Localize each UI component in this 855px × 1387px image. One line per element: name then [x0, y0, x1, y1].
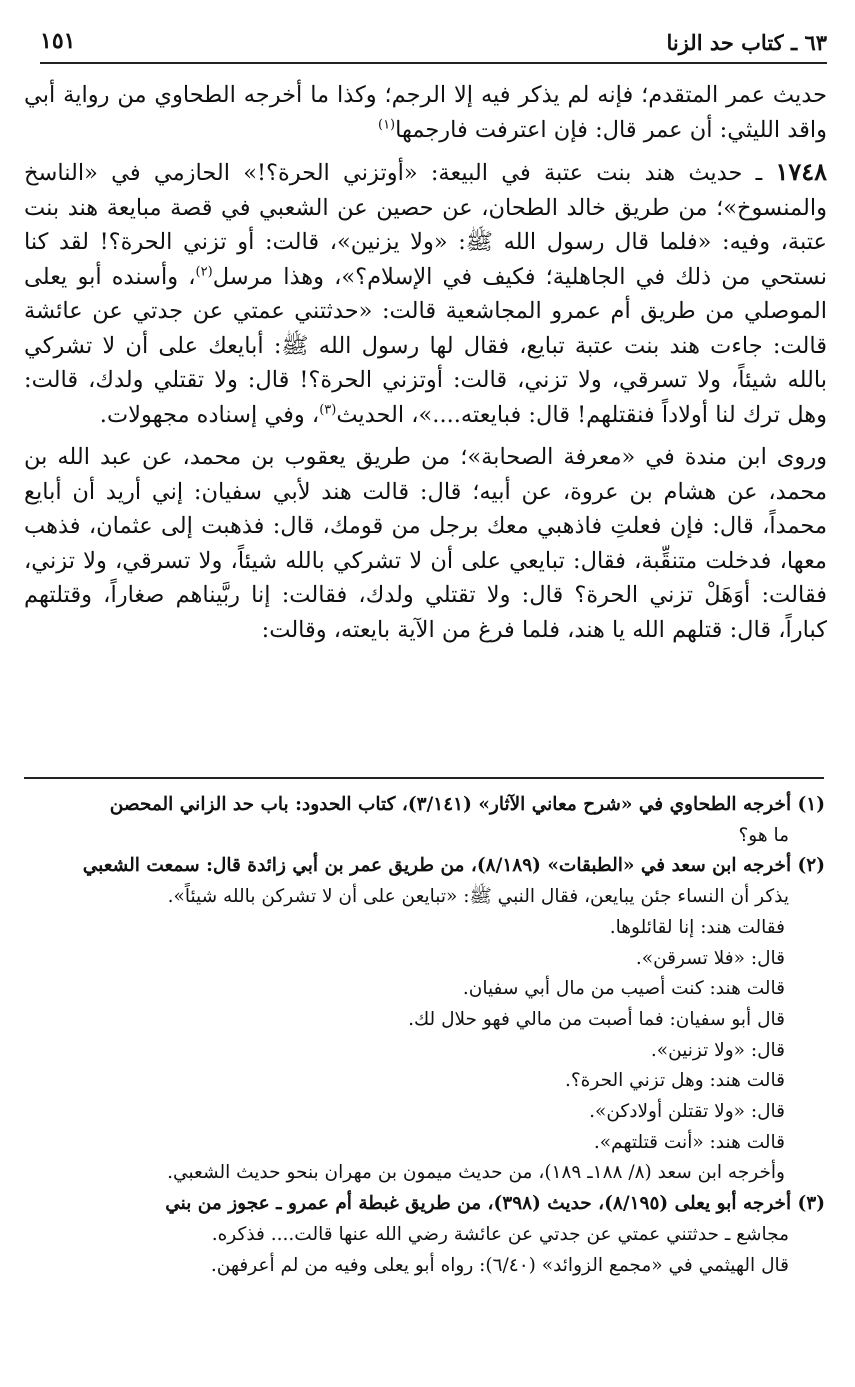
footnote-1-line: (١) أخرجه الطحاوي في «شرح معاني الآثار» (٣/١٤١)، كتاب الحدود: باب حد الزاني المحصن	[109, 794, 825, 815]
running-title: ٦٣ ـ كتاب حد الزنا	[666, 30, 827, 55]
page-number: ١٥١	[40, 28, 76, 54]
footnote-ref-3: (٣)	[319, 402, 337, 417]
footnote-2-extra: وأخرجه ابن سعد (٨/ ١٨٨ـ ١٨٩)، من حديث ميمون بن مهران بنحو حديث الشعبي.	[167, 1162, 785, 1184]
paragraph-1748-text-a: ـ حديث هند بنت عتبة في البيعة: «أوتزني الحرة؟!» الحازمي في «الناسخ والمنسوخ»؛ من طريق خالد الطحان، عن حصين عن الشعبي في قصة مبايعة هند بنت عتبة، وفيه: «فلما قال رسول الله ﷺ: «ولا يزنين»، قالت: أو تزني الحرة؟! لقد كنا نستحي من ذلك في الجاهلية؛ فكيف في الإسلام؟»، وهذا مرسل	[24, 160, 827, 290]
footnote-separator	[24, 777, 824, 779]
footnote-3-continuation: مجاشع ـ حدثتني عمتي عن جدتي عن عائشة رضي الله عنها قالت.... فذكره.	[211, 1223, 789, 1245]
footnote-2-dialogue-line: قالت هند: وهل تزني الحرة؟.	[564, 1070, 785, 1092]
footnote-3-extra: قال الهيثمي في «مجمع الزوائد» (٦/٤٠): رواه أبو يعلى وفيه من لم أعرفهن.	[210, 1254, 789, 1276]
paragraph-3	[24, 440, 827, 647]
main-text	[24, 78, 827, 655]
paragraph-3-text: وروى ابن مندة في «معرفة الصحابة»؛ من طريق يعقوب بن محمد، عن عبد الله بن محمد، عن هشام بن عروة، عن أبيه؛ قال: قالت هند لأبي سفيان: إني أريد أن أبايع محمداً، قال: فإن فعلتِ فاذهبي معك برجل من قومك، قال: فذهبت إلى عثمان، فذهب معها، فدخلت متنقِّبة، فقال: تبايعي على أن لا تشركي بالله شيئاً، ولا تسرقي، ولا تزني، فقالت: أوَهَلْ تزني الحرة؟ قال: ولا تقتلي ولدك، فقالت: إنا ربَّيناهم صغاراً، وقتلتهم كباراً، قال: قتلهم الله يا هند، فلما فرغ من الآية بايعته، وقالت:	[24, 444, 827, 643]
footnote-2-dialogue-line: قال أبو سفيان: فما أصبت من مالي فهو حلال لك.	[408, 1008, 785, 1030]
hadith-number: ١٧٤٨	[775, 157, 827, 186]
footnote-2-dialogue-line: فقالت هند: إنا لقائلوها.	[609, 916, 785, 938]
page-header	[40, 28, 827, 64]
footnote-2-dialogue-line: قال: «ولا تقتلن أولادكن».	[589, 1101, 785, 1123]
footnote-ref-2: (٢)	[195, 264, 213, 279]
footnote-2-line: (٢) أخرجه ابن سعد في «الطبقات» (٨/١٨٩)، من طريق عمر بن أبي زائدة قال: سمعت الشعبي	[82, 855, 825, 877]
footnote-2-dialogue-line: قال: «ولا تزنين».	[650, 1039, 785, 1061]
paragraph-1	[24, 78, 827, 147]
footnote-2-continuation: يذكر أن النساء جئن يبايعن، فقال النبي ﷺ: «تبايعن على أن لا تشركن بالله شيئاً».	[167, 886, 789, 908]
footnote-ref-1: (١)	[377, 117, 396, 132]
footnote-2-dialogue-line: قالت هند: «أنت قتلتهم».	[593, 1131, 785, 1153]
footnotes	[40, 790, 825, 1281]
paragraph-1748-text-c: ، وفي إسناده مجهولات.	[99, 401, 320, 428]
footnote-2-dialogue-line: قال: «فلا تسرقن».	[635, 947, 785, 969]
footnote-1-continuation: ما هو؟	[738, 824, 789, 846]
paragraph-1748-text-b: ، وأسنده أبو يعلى الموصلي من طريق أم عمرو المجاشعية قالت: «حدثتني عمتي عن جدتي عن عائشة قالت: جاءت هند بنت عتبة تبايع، فقال لها رسول الله ﷺ: أبايعك على أن لا تشركي بالله شيئاً، ولا تسرقي، ولا تزني، قالت: أوتزني الحرة؟! قال: ولا تقتلي ولدك، قالت: وهل ترك لنا أولاداً فنقتلهم! قال: فبايعته....»، الحديث	[24, 263, 827, 428]
paragraph-1-text: حديث عمر المتقدم؛ فإنه لم يذكر فيه إلا الرجم؛ وكذا ما أخرجه الطحاوي من رواية أبي واقد الليثي: أن عمر قال: فإن اعترفت فارجمها	[24, 82, 827, 143]
footnote-3-line: (٣) أخرجه أبو يعلى (٨/١٩٥)، حديث (٣٩٨)، من طريق غبطة أم عمرو ـ عجوز من بني	[165, 1193, 825, 1215]
footnote-2-dialogue-line: قالت هند: كنت أصيب من مال أبي سفيان.	[462, 978, 785, 1000]
paragraph-1748	[24, 155, 827, 432]
